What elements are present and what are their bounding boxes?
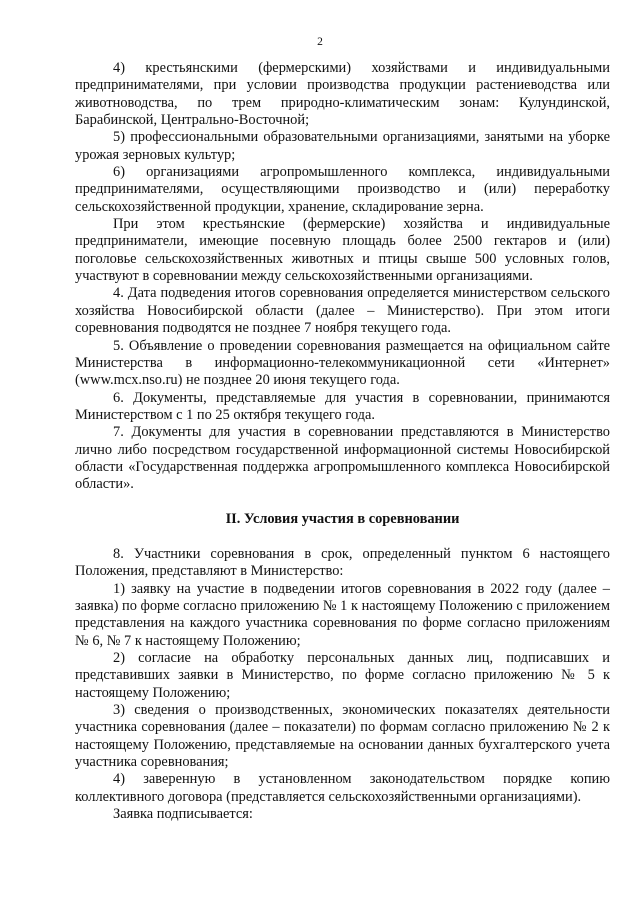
paragraph-clause-4: 4. Дата подведения итогов соревнования определяется министерством сельского хозяйства Новосибирской области (далее – Министерство). При этом итоги соревнования подводятся не позднее 7 ноября текущего года. bbox=[75, 285, 610, 337]
paragraph-farm-note: При этом крестьянские (фермерские) хозяйства и индивидуальные предприниматели, имеющие посевную площадь более 2500 гектаров и (или) поголовье сельскохозяйственных животных и птицы свыше 500 условных голов, участвуют в соревновании между сельскохозяйственными организациями. bbox=[75, 216, 610, 285]
paragraph-clause-7: 7. Документы для участия в соревновании представляются в Министерство лично либо посредством государственной информационной системы Новосибирской области «Государственная поддержка агропромышленного комплекса Новосибирской области». bbox=[75, 424, 610, 493]
paragraph-subitem-4: 4) заверенную в установленном законодательством порядке копию коллективного договора (представляется сельскохозяйственными организациями). bbox=[75, 771, 610, 805]
paragraph-clause-6: 6. Документы, представляемые для участия в соревновании, принимаются Министерством с 1 по 25 октября текущего года. bbox=[75, 389, 610, 423]
paragraph-clause-8: 8. Участники соревнования в срок, определенный пунктом 6 настоящего Положения, представляют в Министерство: bbox=[75, 545, 610, 580]
document-body bbox=[75, 60, 610, 823]
paragraph-subitem-2: 2) согласие на обработку персональных данных лиц, подписавших и представивших заявки в Министерство, по форме согласно приложению № 5 к настоящему Положению; bbox=[75, 650, 610, 701]
paragraph-subitem-1: 1) заявку на участие в подведении итогов соревнования в 2022 году (далее – заявка) по форме согласно приложению № 1 к настоящему Положению с приложением представления на каждого участника соревнования по форме согласно приложениям № 6, № 7 к настоящему Положению; bbox=[75, 580, 610, 649]
paragraph-item-4: 4) крестьянскими (фермерскими) хозяйствами и индивидуальными предпринимателями, при условии производства продукции растениеводства или животноводства, по трем природно-климатическим зонам: Кулундинской, Барабинской, Центрально-Восточной; bbox=[75, 60, 610, 129]
paragraph-item-6: 6) организациями агропромышленного комплекса, индивидуальными предпринимателями, осуществляющими производство и (или) переработку сельскохозяйственной продукции, хранение, складирование зерна. bbox=[75, 164, 610, 215]
paragraph-item-5: 5) профессиональными образовательными организациями, занятыми на уборке урожая зерновых культур; bbox=[75, 129, 610, 163]
section-heading: II. Условия участия в соревновании bbox=[225, 510, 460, 527]
paragraph-clause-5: 5. Объявление о проведении соревнования размещается на официальном сайте Министерства в информационно-телекоммуникационной сети «Интернет» (www.mcx.nso.ru) не позднее 20 июня текущего года. bbox=[75, 337, 610, 389]
paragraph-signature-note: Заявка подписывается: bbox=[113, 806, 253, 823]
page-number: 2 bbox=[317, 36, 323, 48]
paragraph-subitem-3: 3) сведения о производственных, экономических показателях деятельности участника соревнования (далее – показатели) по формам согласно приложению № 2 к настоящему Положению, представляемые на основании данных бухгалтерского учета участника соревнования; bbox=[75, 702, 610, 771]
